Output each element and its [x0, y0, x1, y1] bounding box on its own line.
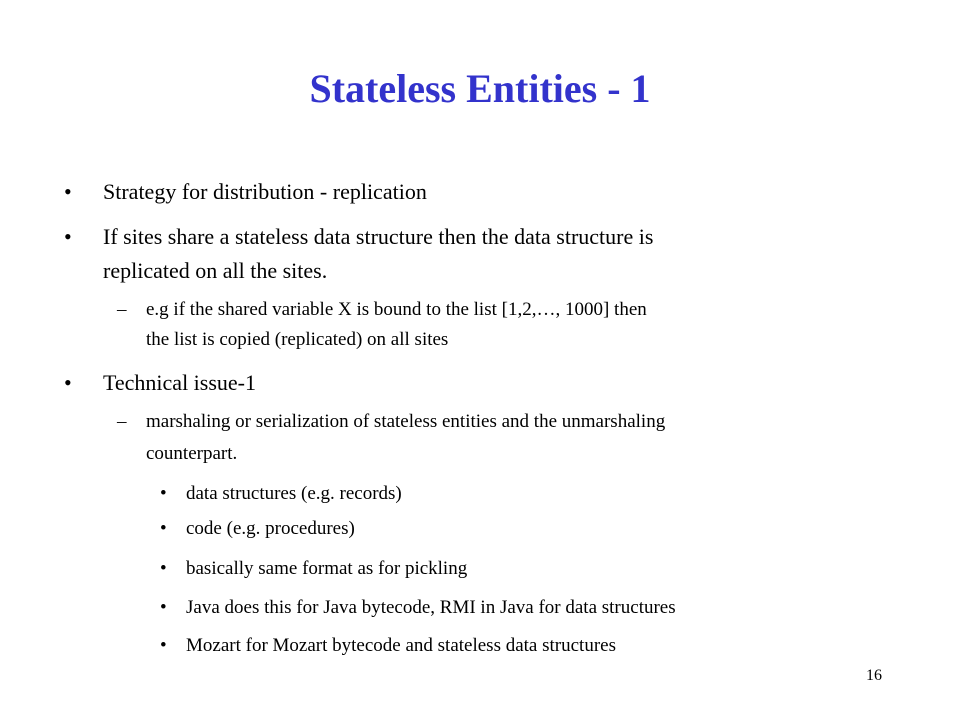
slide-title: Stateless Entities - 1 — [309, 66, 651, 111]
sub-bullet-text: marshaling or serialization of stateless entities and the unmarshaling — [146, 411, 666, 432]
sub-sub-bullet-text: Java does this for Java bytecode, RMI in Java for data structures — [186, 597, 676, 618]
bullet-icon: • — [64, 370, 72, 395]
sub-sub-bullet-text: data structures (e.g. records) — [186, 483, 402, 504]
bullet-icon: • — [160, 483, 167, 504]
bullet-icon: • — [64, 179, 72, 204]
bullet-text: Technical issue-1 — [103, 370, 257, 395]
bullet-icon: • — [160, 518, 167, 539]
bullet-icon: • — [160, 558, 167, 579]
sub-sub-bullet-text: code (e.g. procedures) — [186, 518, 355, 539]
sub-bullet-text: e.g if the shared variable X is bound to the list [1,2,…, 1000] then — [146, 299, 647, 320]
dash-icon: – — [117, 411, 127, 432]
bullet-text: replicated on all the sites. — [103, 258, 328, 283]
bullet-icon: • — [160, 635, 167, 656]
sub-bullet-text: the list is copied (replicated) on all sites — [146, 329, 449, 350]
bullet-icon: • — [160, 597, 167, 618]
page-number: 16 — [866, 667, 882, 684]
sub-sub-bullet-text: basically same format as for pickling — [186, 558, 468, 579]
bullet-icon: • — [64, 224, 72, 249]
bullet-text: If sites share a stateless data structure then the data structure is — [103, 224, 654, 249]
sub-sub-bullet-text: Mozart for Mozart bytecode and stateless data structures — [186, 635, 616, 656]
dash-icon: – — [117, 299, 127, 320]
sub-bullet-text: counterpart. — [146, 443, 238, 464]
bullet-text: Strategy for distribution - replication — [103, 179, 427, 204]
